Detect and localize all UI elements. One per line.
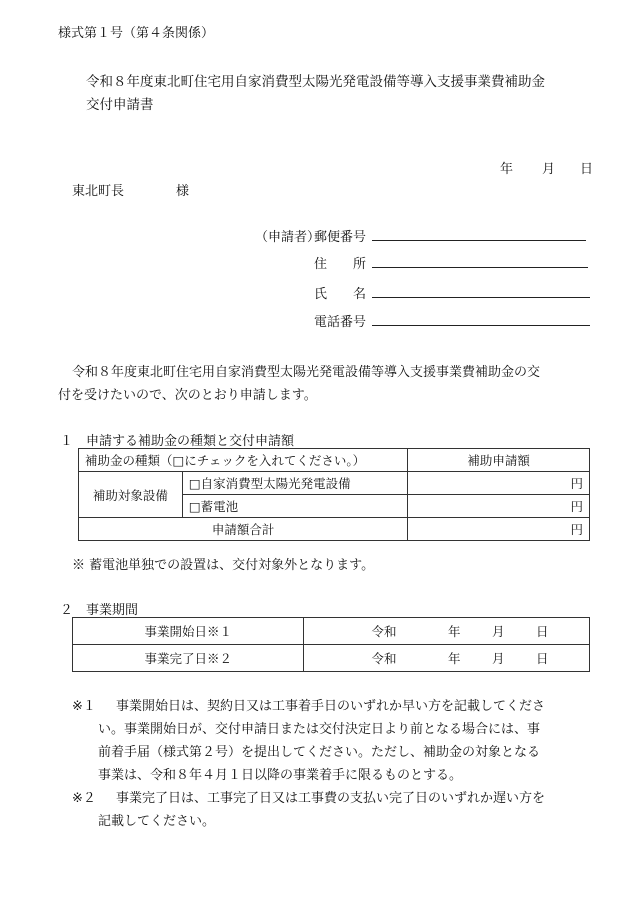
- note-2-line-2: 記載してください。: [98, 814, 216, 829]
- phone-field[interactable]: [372, 325, 590, 326]
- address-label: 住 所: [314, 257, 367, 272]
- subsidy-table: [78, 448, 590, 541]
- section-2-heading: ２ 事業期間: [60, 603, 139, 618]
- postal-field[interactable]: [372, 240, 586, 241]
- year-label: 年: [447, 651, 461, 666]
- battery-note: ※ 蓄電池単独での設置は、交付対象外となります。: [72, 558, 375, 573]
- equipment-group-label: 補助対象設備: [79, 472, 183, 518]
- month-label: 月: [491, 651, 505, 666]
- end-date-value[interactable]: [304, 645, 590, 672]
- date-year: 年: [500, 162, 514, 177]
- phone-label: 電話番号: [314, 315, 367, 330]
- total-amount[interactable]: 円: [408, 518, 590, 541]
- date-month: 月: [542, 162, 556, 177]
- address-field[interactable]: [372, 267, 588, 268]
- note-1-line-2: い。事業開始日が、交付申請日または交付決定日より前となる場合には、事: [98, 722, 541, 737]
- table-row: [79, 518, 590, 541]
- postal-label: 郵便番号: [314, 230, 367, 245]
- col-type-header: 補助金の種類（□にチェックを入れてください。）: [79, 449, 408, 472]
- note-2-mark: ※２: [72, 791, 96, 806]
- day-label: 日: [535, 651, 549, 666]
- battery-amount[interactable]: 円: [408, 495, 590, 518]
- year-label: 年: [447, 624, 461, 639]
- solar-amount[interactable]: 円: [408, 472, 590, 495]
- total-label: 申請額合計: [79, 518, 408, 541]
- body-text-line-1: 令和８年度東北町住宅用自家消費型太陽光発電設備等導入支援事業費補助金の交: [72, 365, 541, 380]
- name-label: 氏 名: [314, 287, 367, 302]
- col-amount-header: 補助申請額: [408, 449, 590, 472]
- note-1-line-3: 前着手届（様式第２号）を提出してください。ただし、補助金の対象となる: [98, 745, 541, 760]
- table-row: [73, 618, 590, 645]
- day-label: 日: [535, 624, 549, 639]
- start-date-label: 事業開始日※１: [73, 618, 304, 645]
- table-row: [79, 472, 590, 495]
- body-text-line-2: 付を受けたいので、次のとおり申請します。: [58, 388, 317, 403]
- section-1-heading: １ 申請する補助金の種類と交付申請額: [60, 434, 295, 449]
- date-day: 日: [580, 162, 594, 177]
- end-date-label: 事業完了日※２: [73, 645, 304, 672]
- era-label: 令和: [371, 624, 397, 639]
- start-date-value[interactable]: [304, 618, 590, 645]
- solar-checkbox[interactable]: □自家消費型太陽光発電設備: [182, 472, 408, 495]
- applicant-label: （申請者）: [255, 230, 321, 245]
- period-table: [72, 617, 590, 672]
- note-1-mark: ※１: [72, 699, 96, 714]
- month-label: 月: [491, 624, 505, 639]
- form-number: 様式第１号（第４条関係）: [58, 26, 215, 41]
- table-row: [73, 645, 590, 672]
- addressee-name: 東北町長: [72, 184, 125, 199]
- table-row: [79, 449, 590, 472]
- note-2-line-1: 事業完了日は、工事完了日又は工事費の支払い完了日のいずれか遅い方を: [116, 791, 546, 806]
- title-line-2: 交付申請書: [86, 97, 154, 113]
- note-1-line-1: 事業開始日は、契約日又は工事着手日のいずれか早い方を記載してくださ: [116, 699, 546, 714]
- addressee-honorific: 様: [176, 184, 190, 199]
- era-label: 令和: [371, 651, 397, 666]
- title-line-1: 令和８年度東北町住宅用自家消費型太陽光発電設備等導入支援事業費補助金: [86, 74, 545, 90]
- battery-checkbox[interactable]: □蓄電池: [182, 495, 408, 518]
- name-field[interactable]: [372, 297, 590, 298]
- note-1-line-4: 事業は、令和８年４月１日以降の事業着手に限るものとする。: [98, 768, 463, 783]
